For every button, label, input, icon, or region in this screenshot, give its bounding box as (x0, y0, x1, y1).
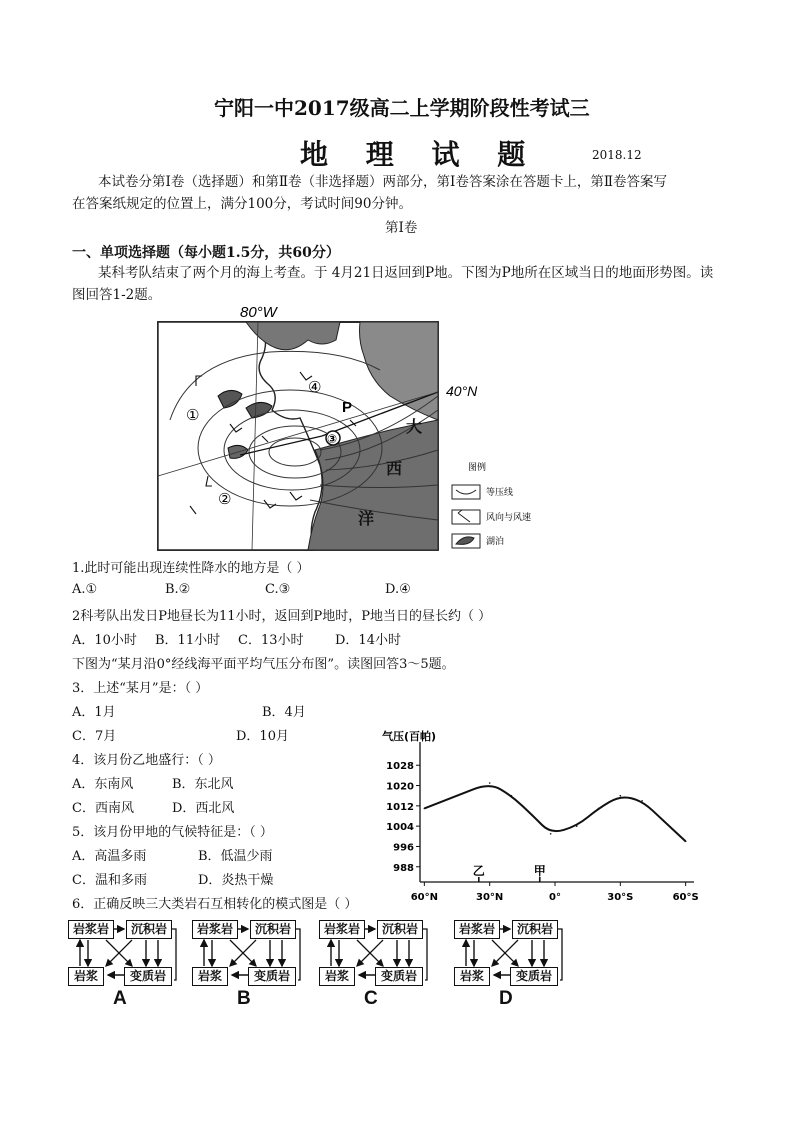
pressure-data-point (620, 795, 622, 797)
rock-diagrams (66, 918, 576, 1013)
q5-option-a[interactable]: A．高温多雨 (72, 849, 147, 864)
question-stem-line-2: 图回答1-2题。 (72, 287, 162, 303)
igneous-rock-box: 岩浆岩 (454, 920, 500, 939)
q4-option-b[interactable]: B．东北风 (172, 777, 234, 792)
q5-option-d[interactable]: D．炎热干燥 (198, 873, 274, 888)
legend-wind-box (452, 510, 480, 524)
metamorphic-rock-box: 变质岩 (124, 967, 172, 986)
pressure-chart (380, 728, 700, 906)
magma-box: 岩浆 (319, 967, 355, 986)
question-4: 4．该月份乙地盛行：（ ） (72, 753, 221, 768)
exam-school-title: 宁阳一中2017级高二上学期阶段性考试三 (214, 96, 590, 120)
pressure-data-point (424, 808, 426, 810)
sedimentary-rock-box: 沉积岩 (250, 920, 296, 939)
pressure-data-point (641, 800, 643, 802)
q3-option-c[interactable]: C．7月 (72, 729, 117, 744)
x-tick-label: 0° (549, 892, 561, 903)
sedimentary-rock-box: 沉积岩 (512, 920, 558, 939)
x-tick-label: 60°N (410, 892, 439, 903)
y-tick-label: 996 (393, 842, 414, 854)
q1-option-a[interactable]: A.① (72, 582, 98, 597)
map-marker-3: ③ (327, 432, 338, 446)
q1-option-c[interactable]: C.③ (265, 582, 291, 597)
map-lat-label: 40°N (446, 383, 478, 399)
x-tick-label: 60°S (672, 892, 699, 903)
magma-box: 岩浆 (68, 967, 104, 986)
intro-line-1: 本试卷分第Ⅰ卷（选择题）和第Ⅱ卷（非选择题）两部分，第Ⅰ卷答案涂在答题卡上，第Ⅱ卷答案写 (98, 174, 668, 190)
q2-option-a[interactable]: A．10小时 (72, 633, 137, 648)
y-axis-label: 气压(百帕) (382, 730, 437, 743)
rock-diagram-letter: D (499, 988, 513, 1009)
question-6: 6．正确反映三大类岩石互相转化的模式图是（ ） (72, 897, 358, 912)
exam-subject-title: 地 理 试 题 (300, 138, 540, 171)
rock-diagram-letter: C (364, 988, 378, 1009)
q3-option-d[interactable]: D．10月 (236, 729, 289, 744)
q5-option-c[interactable]: C．温和多雨 (72, 873, 147, 888)
y-tick-label: 1004 (386, 822, 414, 834)
q5-option-b[interactable]: B．低温少雨 (198, 849, 273, 864)
q1-option-b[interactable]: B.② (165, 582, 191, 597)
map-marker-2: ② (218, 490, 232, 508)
legend-wind-label: 风向与风速 (486, 513, 532, 523)
pressure-series-line (424, 786, 685, 841)
pressure-data-point (663, 820, 665, 822)
magma-box: 岩浆 (454, 967, 490, 986)
metamorphic-rock-box: 变质岩 (248, 967, 296, 986)
question-2: 2科考队出发日P地昼长为11小时，返回到P地时，P地当日的昼长约（ ） (72, 609, 492, 624)
question-5: 5．该月份甲地的气候特征是：（ ） (72, 825, 273, 840)
q4-option-d[interactable]: D．西北风 (172, 801, 235, 816)
rock-diagram-letter: B (237, 988, 251, 1009)
y-tick-label: 1028 (386, 761, 414, 773)
q2-option-b[interactable]: B．11小时 (155, 633, 221, 648)
map-marker-4: ④ (308, 378, 322, 396)
question-1: 1.此时可能出现连续性降水的地方是（ ） (72, 561, 310, 576)
q1-option-d[interactable]: D.④ (385, 582, 411, 597)
legend-isobar-label: 等压线 (486, 488, 514, 498)
magma-box: 岩浆 (192, 967, 228, 986)
rock-diagram-b[interactable] (190, 918, 302, 1013)
q2-option-c[interactable]: C．13小时 (238, 633, 304, 648)
rock-diagram-letter: A (113, 988, 127, 1009)
map-marker-1: ① (186, 406, 200, 424)
metamorphic-rock-box: 变质岩 (375, 967, 423, 986)
volume-heading: 第Ⅰ卷 (385, 220, 418, 236)
pressure-data-point (685, 841, 687, 843)
weather-map (150, 300, 630, 552)
igneous-rock-box: 岩浆岩 (68, 920, 114, 939)
x-tick-label: 30°S (607, 892, 634, 903)
q2-option-d[interactable]: D．14小时 (335, 633, 401, 648)
q3-option-b[interactable]: B．4月 (262, 705, 306, 720)
location-label-1: 甲 (533, 864, 546, 878)
location-label-0: 乙 (472, 864, 485, 878)
pressure-data-point (532, 815, 534, 817)
q4-option-a[interactable]: A．东南风 (72, 777, 134, 792)
map-lon-label: 80°W (240, 304, 277, 321)
igneous-rock-box: 岩浆岩 (192, 920, 238, 939)
pressure-data-point (598, 808, 600, 810)
igneous-rock-box: 岩浆岩 (319, 920, 365, 939)
legend-isobar-box (452, 485, 480, 499)
question-3-5-intro: 下图为“某月沿0°经线海平面平均气压分布图”。读图回答3～5题。 (72, 657, 455, 672)
intro-line-2: 在答案纸规定的位置上，满分100分，考试时间90分钟。 (72, 196, 412, 212)
ocean-char-2: 西 (386, 459, 403, 478)
q3-option-a[interactable]: A．1月 (72, 705, 116, 720)
question-stem-line-1: 某科考队结束了两个月的海上考查。于 4月21日返回到P地。下图为P地所在区域当日的地面形势图。读 (98, 265, 714, 281)
map-point-p: P (342, 399, 353, 416)
sedimentary-rock-box: 沉积岩 (377, 920, 423, 939)
pressure-data-point (511, 795, 513, 797)
y-tick-label: 1020 (386, 781, 414, 793)
q4-option-c[interactable]: C．西南风 (72, 801, 134, 816)
pressure-data-point (456, 795, 458, 797)
y-tick-label: 1012 (386, 801, 414, 813)
x-tick-label: 30°N (476, 892, 504, 903)
legend-lake-label: 湖泊 (486, 537, 505, 547)
rock-diagram-c[interactable] (317, 918, 429, 1013)
rock-diagram-d[interactable] (452, 918, 564, 1013)
ocean-char-3: 洋 (358, 509, 375, 528)
exam-date: 2018.12 (592, 148, 642, 162)
ocean-char-1: 大 (406, 417, 423, 436)
legend-title: 图例 (468, 463, 487, 473)
pressure-data-point (550, 833, 552, 835)
pressure-data-point (489, 782, 491, 784)
metamorphic-rock-box: 变质岩 (510, 967, 558, 986)
question-3: 3．上述“某月”是：（ ） (72, 681, 209, 696)
section-heading: 一、单项选择题（每小题1.5分，共60分） (72, 245, 340, 261)
sedimentary-rock-box: 沉积岩 (126, 920, 172, 939)
y-tick-label: 988 (393, 862, 414, 874)
pressure-data-point (576, 825, 578, 827)
rock-diagram-a[interactable] (66, 918, 178, 1013)
